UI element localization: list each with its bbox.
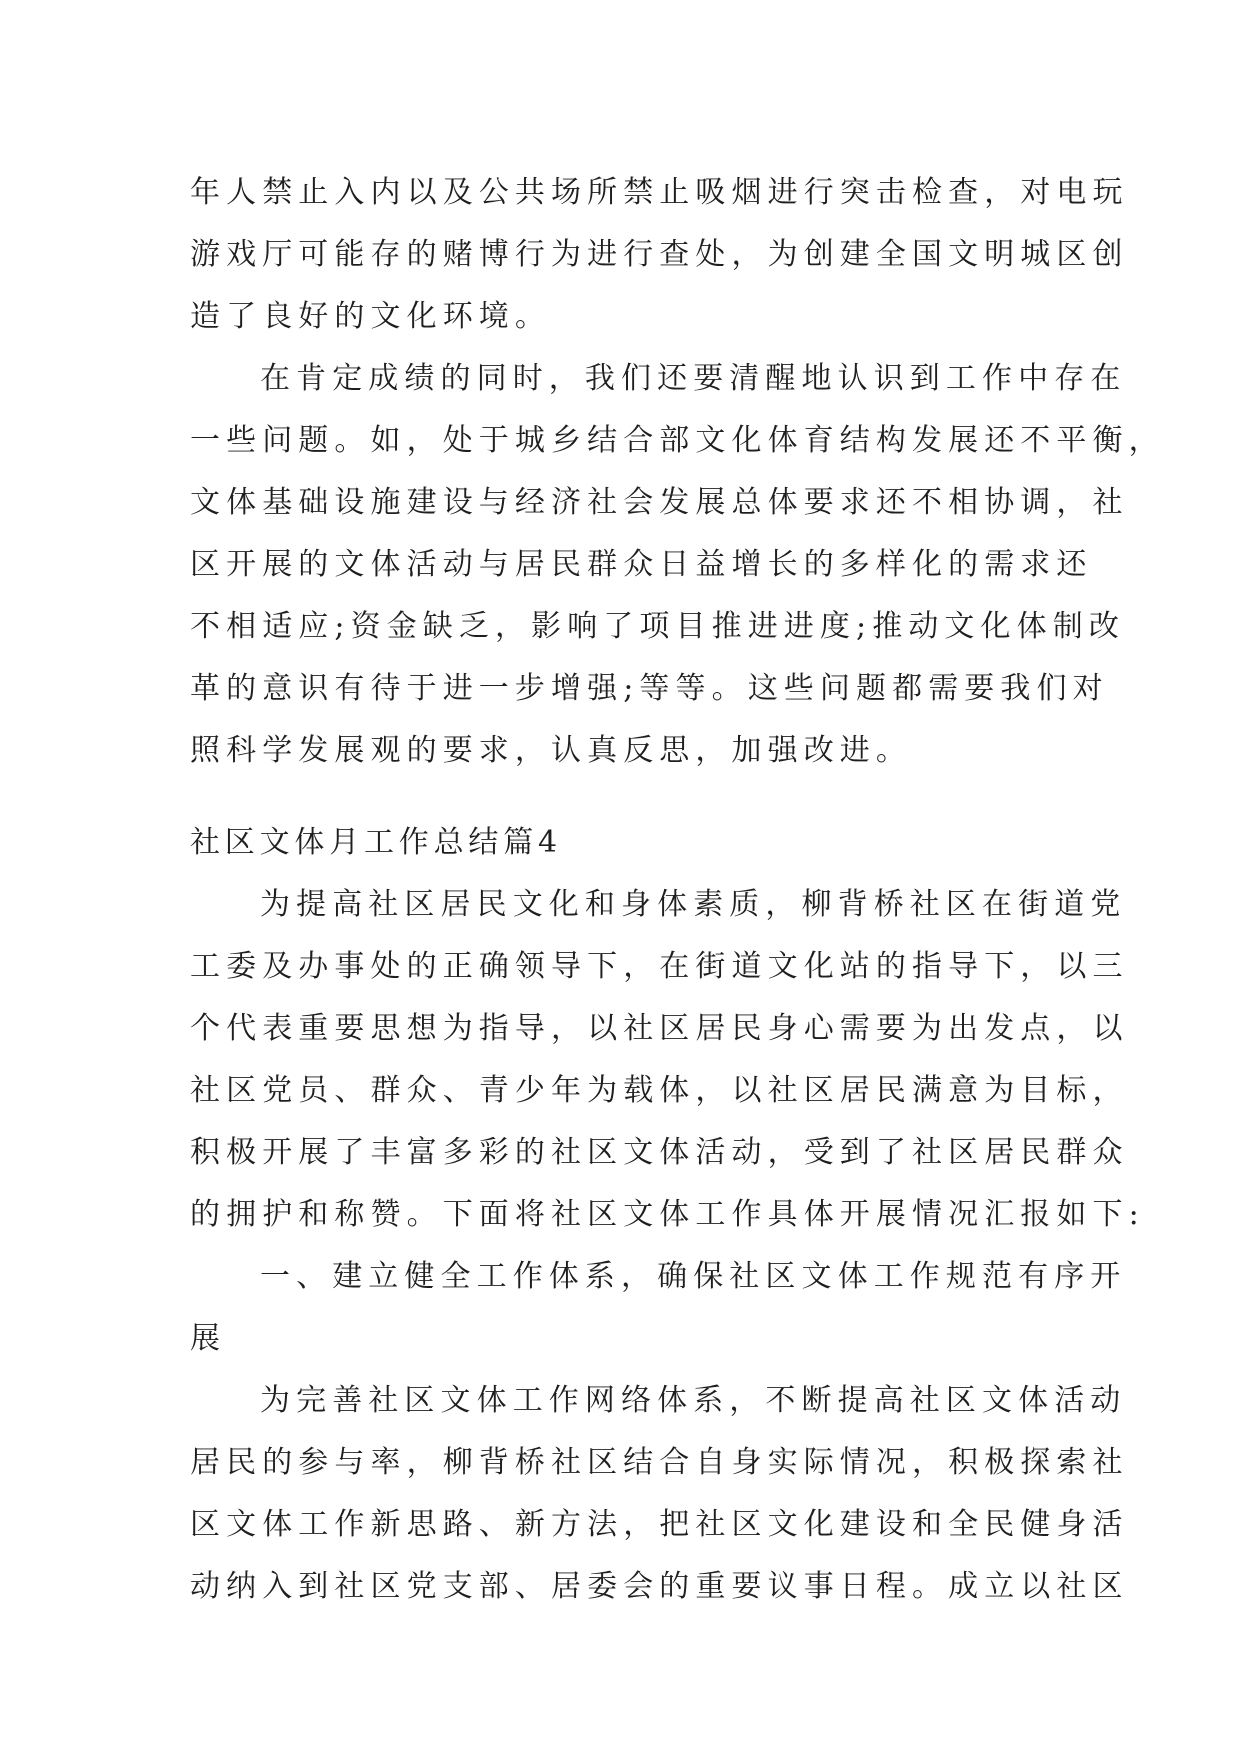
text-line: 为完善社区文体工作网络体系，不断提高社区文体活动 [260, 1383, 1127, 1418]
paragraph-framework [190, 1370, 1129, 1618]
text-line: 革的意识有待于进一步增强;等等。这些问题都需要我们对 [190, 671, 1109, 706]
text-line: 动纳入到社区党支部、居委会的重要议事日程。成立以社区 [190, 1569, 1129, 1604]
text-line: 一、建立健全工作体系，确保社区文体工作规范有序开 [260, 1259, 1127, 1294]
subsection-title [190, 1246, 1127, 1370]
paragraph-continued [190, 162, 1129, 348]
text-line: 的拥护和称赞。下面将社区文体工作具体开展情况汇报如下: [190, 1197, 1145, 1232]
paragraph-problems [190, 348, 1165, 782]
text-line: 区文体工作新思路、新方法，把社区文化建设和全民健身活 [190, 1507, 1129, 1542]
text-line: 展 [190, 1321, 227, 1356]
document-body [190, 162, 1165, 1618]
text-line: 工委及办事处的正确领导下，在街道文化站的指导下，以三 [190, 949, 1129, 984]
text-line: 区开展的文体活动与居民群众日益增长的多样化的需求还 [190, 547, 1093, 582]
text-line: 社区党员、群众、青少年为载体，以社区居民满意为目标， [190, 1073, 1129, 1108]
text-line: 照科学发展观的要求，认真反思，加强改进。 [190, 733, 912, 768]
text-line: 不相适应;资金缺乏，影响了项目推进进度;推动文化体制改 [190, 609, 1125, 644]
text-line: 居民的参与率，柳背桥社区结合自身实际情况，积极探索社 [190, 1445, 1129, 1480]
text-line: 个代表重要思想为指导，以社区居民身心需要为出发点，以 [190, 1011, 1129, 1046]
section-gap [190, 782, 1050, 812]
text-line: 在肯定成绩的同时，我们还要清醒地认识到工作中存在 [260, 361, 1127, 396]
text-line: 游戏厅可能存的赌博行为进行查处，为创建全国文明城区创 [190, 237, 1129, 272]
text-line: 年人禁止入内以及公共场所禁止吸烟进行突击检查，对电玩 [190, 175, 1129, 210]
text-line: 文体基础设施建设与经济社会发展总体要求还不相协调，社 [190, 485, 1129, 520]
text-line: 一些问题。如，处于城乡结合部文化体育结构发展还不平衡， [190, 423, 1165, 458]
section-heading: 社区文体月工作总结篇4 [190, 825, 562, 860]
paragraph-intro [190, 874, 1145, 1246]
text-line: 积极开展了丰富多彩的社区文体活动，受到了社区居民群众 [190, 1135, 1129, 1170]
text-line: 为提高社区居民文化和身体素质，柳背桥社区在街道党 [260, 887, 1127, 922]
text-line: 造了良好的文化环境。 [190, 299, 551, 334]
